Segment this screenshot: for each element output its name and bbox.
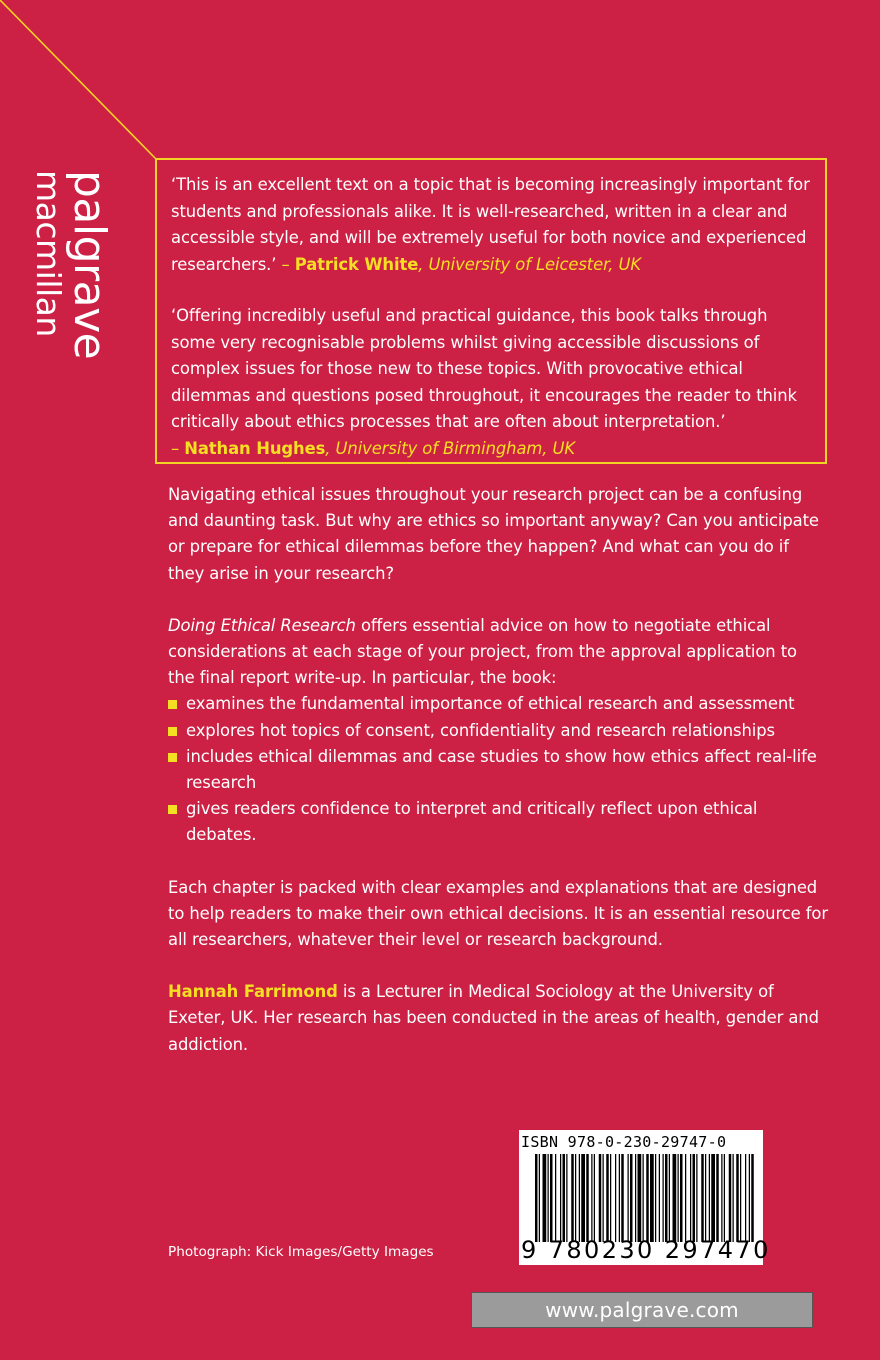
logo-macmillan: macmillan [29, 170, 68, 337]
author-bio [168, 979, 828, 1058]
publisher-logo [29, 170, 115, 400]
ean-digits: 9 780230 297470 [521, 1236, 771, 1264]
list-item-text: gives readers confidence to interpret and critically reflect upon ethical debates. [186, 799, 758, 845]
endorsement-text: ‘This is an excellent text on a topic that is becoming increasingly important for students and professionals alike. It is well-researched, written in a clear and accessible style, and will be extremely useful for both novice and experienced researchers.’ [171, 175, 810, 274]
author-name: Hannah Farrimond [168, 982, 338, 1002]
isbn-label: ISBN 978-0-230-29747-0 [521, 1133, 727, 1151]
list-item [168, 744, 828, 796]
intro-paragraph: Navigating ethical issues throughout your research project can be a confusing and daunting task. But why are ethics so important anyway? Can you anticipate or prepare for ethical dilemmas before they happen? And what can you do if they arise in your research? [168, 485, 819, 583]
endorsement-text: ‘Offering incredibly useful and practical guidance, this book talks through some very recognisable problems whilst giving accessible discussions of complex issues for those new to these topics. With provocative ethical dilemmas and questions posed throughout, it encourages the reader to think critically about ethics processes that are often about interpretation.’ [171, 306, 797, 431]
endorser-name: Patrick White [294, 254, 419, 274]
feature-list [168, 691, 828, 848]
photo-credit: Photograph: Kick Images/Getty Images [168, 1244, 434, 1260]
bullet-square-icon [168, 805, 177, 814]
endorsement-1 [171, 172, 811, 278]
bullet-square-icon [168, 700, 177, 709]
list-item-text: examines the fundamental importance of ethical research and assessment [186, 694, 795, 714]
endorser-affiliation: , University of Birmingham, UK [325, 438, 576, 458]
closing-paragraph: Each chapter is packed with clear examples and explanations that are designed to help readers to make their own ethical decisions. It is an essential resource for all researchers, whatever their level or research background. [168, 877, 828, 950]
offers-text: offers essential advice on how to negotiate ethical considerations at each stage of your project, from the approval application to the final report write-up. In particular, the book: [168, 615, 797, 688]
offers-paragraph [168, 613, 828, 692]
barcode-icon [535, 1154, 755, 1242]
list-item-text: explores hot topics of consent, confidentiality and research relationships [186, 720, 775, 740]
diagonal-rule [0, 0, 160, 160]
bullet-square-icon [168, 753, 177, 762]
endorsement-2 [171, 303, 811, 462]
bullet-square-icon [168, 727, 177, 736]
list-item [168, 718, 828, 744]
isbn-barcode [519, 1130, 771, 1265]
website-link[interactable]: www.palgrave.com [471, 1292, 813, 1328]
list-item-text: includes ethical dilemmas and case studies to show how ethics affect real-life research [186, 746, 817, 793]
endorser-name: Nathan Hughes [184, 438, 326, 458]
endorsements-box [155, 158, 827, 464]
book-description [168, 482, 828, 1058]
logo-palgrave: palgrave [64, 170, 115, 360]
endorsement-dash: – [171, 438, 185, 458]
book-title: Doing Ethical Research [168, 615, 356, 635]
endorser-affiliation: , University of Leicester, UK [418, 254, 641, 274]
endorsement-dash: – [276, 254, 295, 274]
list-item [168, 691, 828, 717]
author-bio-text: is a Lecturer in Medical Sociology at the University of Exeter, UK. Her research has been conducted in the areas of health, gender and addiction. [168, 982, 819, 1054]
list-item [168, 796, 828, 848]
